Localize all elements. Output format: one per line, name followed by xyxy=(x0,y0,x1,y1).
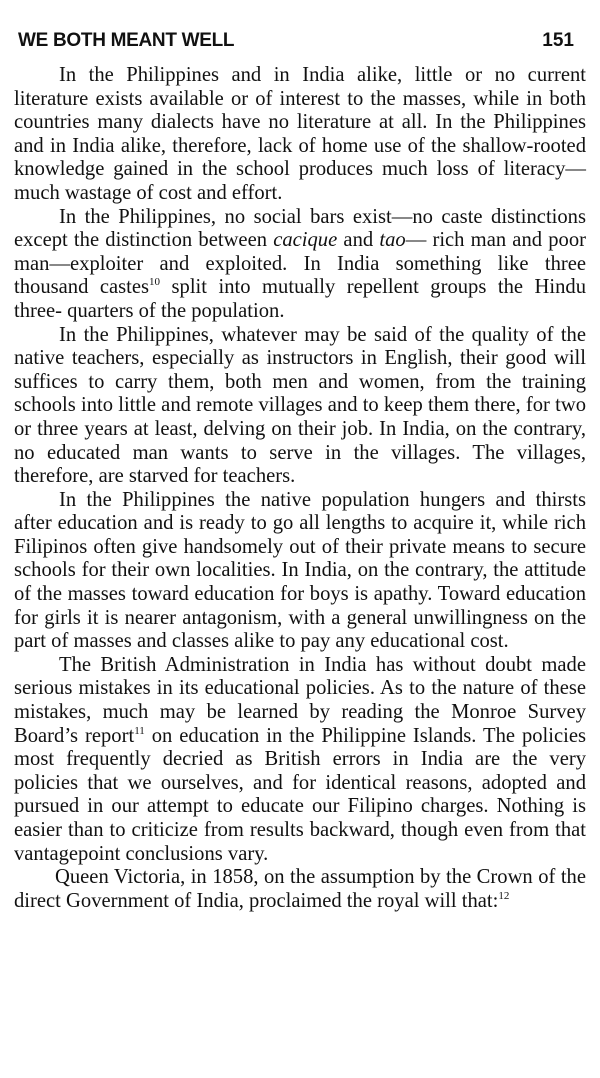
paragraph xyxy=(14,866,586,913)
paragraph xyxy=(14,324,586,489)
footnote-ref: 11 xyxy=(134,724,145,737)
text-span: on education in the Philippine Islands. The policies most frequently decried as British errors in India are the very policies that we ourselves, and for identical reasons, adopted and pursued in our attempt to educate our Filipino charges. Nothing is easier than to criticize from results backward, though even from that vantagepoint conclusions vary. xyxy=(14,724,586,865)
italic-term: tao xyxy=(379,229,406,252)
footnote-ref: 12 xyxy=(498,889,510,902)
page-number: 151 xyxy=(542,30,574,51)
text-span: Queen Victoria, in 1858, on the assumption by the Crown of the direct Government of India, proclaimed the royal will that: xyxy=(14,866,586,912)
text-span: In the Philippines the native population hungers and thirsts after education and is ready to go all lengths to acquire it, while rich Filipinos often give handsomely out of their private means to secure schools for their own localities. In India, on the contrary, the attitude of the masses toward education for boys is apathy. Toward education for girls it is nearer antagonism, with a general unwillingness on the part of masses and classes alike to pay any educational cost. xyxy=(14,488,586,653)
paragraph xyxy=(14,654,586,866)
paragraph xyxy=(14,206,586,324)
paragraph xyxy=(14,489,586,654)
text-span: The British Administration in India has without doubt made serious mistakes in its educational policies. As to the nature of these mistakes, much may be learned by reading the Monroe Survey Board’s report xyxy=(14,653,586,747)
text-span: In the Philippines and in India alike, little or no current literature exists available or of interest to the masses, while in both countries many dialects have no literature at all. In the Philippines and in India alike, therefore, lack of home use of the shallow-rooted knowledge gained in the school produces much loss of literacy—much wastage of cost and effort. xyxy=(14,64,586,204)
body-text xyxy=(14,64,586,913)
text-span: In the Philippines, no social bars exist—no caste distinctions except the distinction between xyxy=(14,205,586,252)
running-head: WE BOTH MEANT WELL xyxy=(18,30,235,51)
text-span: In the Philippines, whatever may be said of the quality of the native teachers, especially as instructors in English, their good will suffices to carry them, both men and women, from the training schools into little and remote villages and to keep them there, for two or three years at least, delving on their job. In India, on the contrary, no educated man wants to serve in the villages. The villages, therefore, are starved for teachers. xyxy=(14,323,586,488)
paragraph xyxy=(14,64,586,206)
footnote-ref: 10 xyxy=(149,276,161,289)
italic-term: cacique xyxy=(273,229,338,252)
text-span: split into mutually repellent groups the Hindu three- quarters of the population. xyxy=(14,276,586,322)
text-span: — rich man and poor man—exploiter and exploited. In India something like three thousand castes xyxy=(14,229,586,299)
text-span: and xyxy=(337,229,380,252)
page-header xyxy=(14,30,586,52)
